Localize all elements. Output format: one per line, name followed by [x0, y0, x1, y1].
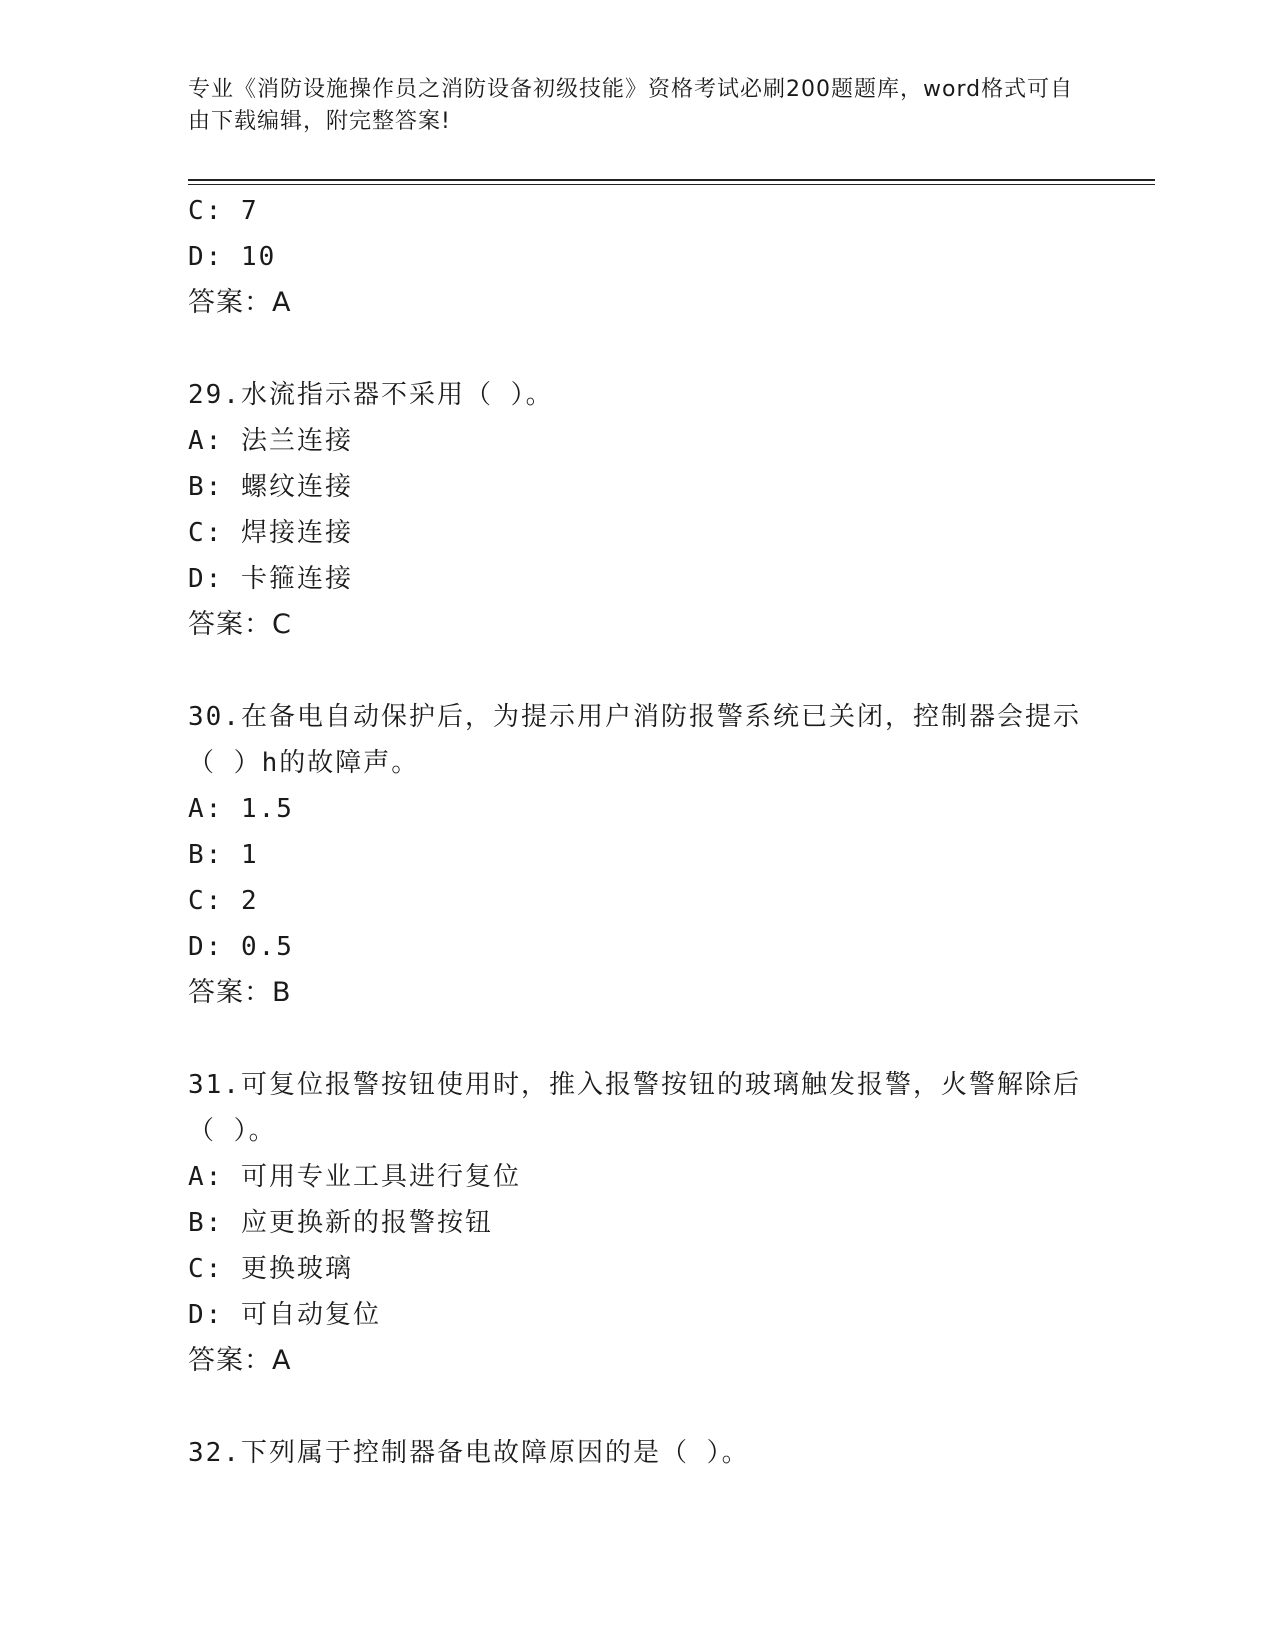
option-c: C: 2	[188, 886, 259, 916]
spacer	[188, 326, 1088, 372]
document-header: 专业《消防设施操作员之消防设备初级技能》资格考试必刷200题题库，word格式可自由下载编辑，附完整答案!	[188, 77, 1074, 134]
answer-line: 答案：C	[188, 609, 292, 640]
question-list	[188, 188, 1088, 1476]
answer-line: 答案：A	[188, 1345, 292, 1376]
question-29	[188, 372, 1088, 648]
option-c: C: 更换玻璃	[188, 1254, 353, 1284]
option-a: A: 可用专业工具进行复位	[188, 1162, 521, 1192]
question-32	[188, 1430, 1088, 1476]
question-stem: 32.下列属于控制器备电故障原因的是（ ）。	[188, 1438, 750, 1468]
question-28	[188, 188, 1088, 326]
spacer	[188, 1384, 1088, 1430]
spacer	[188, 648, 1088, 694]
answer-line: 答案：B	[188, 977, 292, 1008]
option-c: C: 焊接连接	[188, 518, 353, 548]
question-stem: 31.可复位报警按钮使用时，推入报警按钮的玻璃触发报警，火警解除后（ ）。	[188, 1070, 1081, 1146]
question-stem: 30.在备电自动保护后，为提示用户消防报警系统已关闭，控制器会提示（ ）h的故障声。	[188, 702, 1081, 778]
option-b: B: 1	[188, 840, 259, 870]
question-30	[188, 694, 1088, 1016]
option-d: D: 卡箍连接	[188, 564, 353, 594]
answer-line: 答案：A	[188, 287, 292, 318]
question-31	[188, 1062, 1088, 1384]
option-b: B: 螺纹连接	[188, 472, 353, 502]
spacer	[188, 1016, 1088, 1062]
option-b: B: 应更换新的报警按钮	[188, 1208, 493, 1238]
header-divider-top	[188, 179, 1155, 181]
option-a: A: 法兰连接	[188, 426, 353, 456]
option-c: C: 7	[188, 196, 259, 226]
header-divider-bottom	[188, 184, 1155, 185]
option-d: D: 可自动复位	[188, 1300, 381, 1330]
option-a: A: 1.5	[188, 794, 294, 824]
option-d: D: 10	[188, 242, 277, 272]
option-d: D: 0.5	[188, 932, 294, 962]
question-stem: 29.水流指示器不采用（ ）。	[188, 380, 554, 410]
